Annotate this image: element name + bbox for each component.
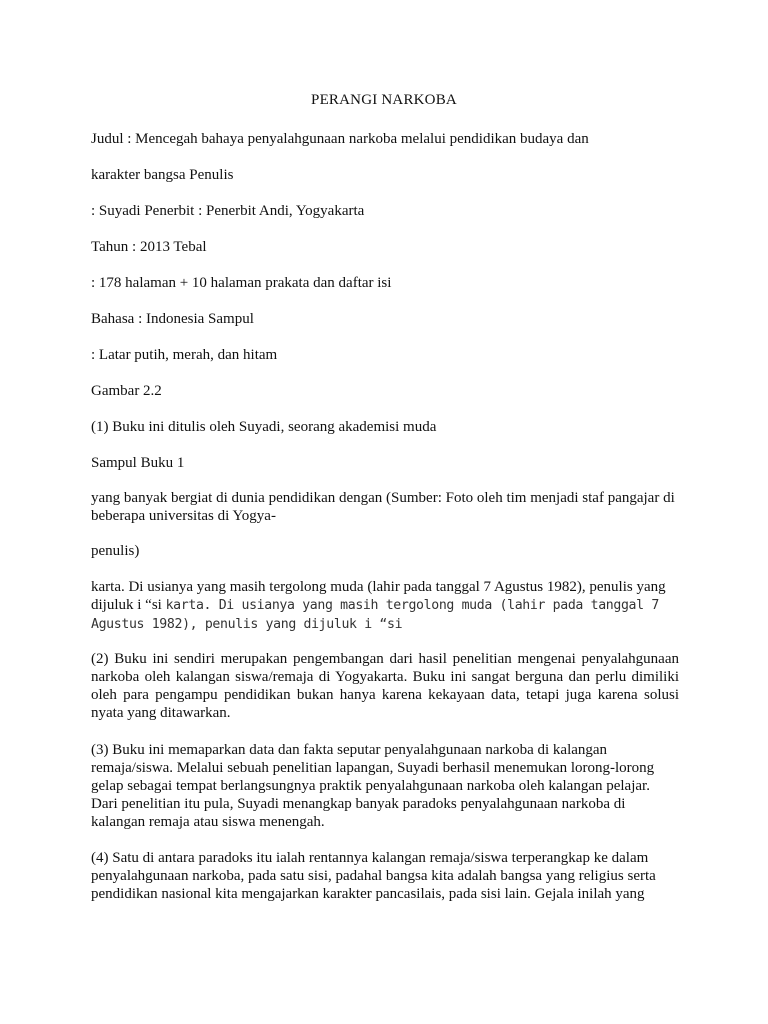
text-line-penulis: penulis) <box>91 543 140 559</box>
document-title: PERANGI NARKOBA <box>311 92 457 108</box>
text-line-penulis-label: karakter bangsa Penulis <box>91 167 234 183</box>
text-line-tahun: Tahun : 2013 Tebal <box>91 239 207 255</box>
text-block-karta <box>91 578 681 634</box>
text-line-tebal: : 178 halaman + 10 halaman prakata dan daftar isi <box>91 275 392 291</box>
karta-text: karta. Di usianya yang masih tergolong muda (lahir pada tanggal 7 Agustus 1982), penulis yang dijuluk i “si <box>91 579 666 613</box>
text-line-judul: Judul : Mencegah bahaya penyalahgunaan narkoba melalui pendidikan budaya dan <box>91 131 589 147</box>
text-line-sampul: : Latar putih, merah, dan hitam <box>91 347 278 363</box>
text-line-sampul-buku: Sampul Buku 1 <box>91 455 185 471</box>
paragraph-4: (4) Satu di antara paradoks itu ialah rentannya kalangan remaja/siswa terperangkap ke dalam penyalahgunaan narkoba, pada satu sisi, padahal bangsa kita adalah bangsa yang religius serta pendidikan nasional kita mengajarkan karakter pancasilais, pada sisi lain. Gejala inilah yang <box>91 850 656 902</box>
text-line-gambar: Gambar 2.2 <box>91 383 162 399</box>
text-line-penerbit: : Suyadi Penerbit : Penerbit Andi, Yogyakarta <box>91 203 365 219</box>
karta-ocr-text: karta. Di usianya yang masih tergolong muda (lahir pada tanggal 7 Agustus 1982), penulis yang dijuluk i “si <box>91 598 659 632</box>
text-block-staf: yang banyak bergiat di dunia pendidikan dengan (Sumber: Foto oleh tim menjadi staf pangajar di beberapa universitas di Yogya- <box>91 490 675 524</box>
text-line-para1: (1) Buku ini ditulis oleh Suyadi, seorang akademisi muda <box>91 419 437 435</box>
paragraph-3: (3) Buku ini memaparkan data dan fakta seputar penyalahgunaan narkoba di kalangan remaja/siswa. Melalui sebuah penelitian lapangan, Suyadi berhasil menemukan lorong-lorong gelap sebagai tempat berlangsungnya praktik penyalahgunaan narkoba oleh kalangan pelajar. Dari penelitian itu pula, Suyadi menangkap banyak paradoks penyalahgunaan narkoba di kalangan remaja atau siswa menengah. <box>91 742 655 830</box>
paragraph-2: (2) Buku ini sendiri merupakan pengembangan dari hasil penelitian mengenai penyalahgunaan narkoba oleh kalangan siswa/remaja di Yogyakarta. Buku ini sangat berguna dan perlu dimiliki oleh para pengampu pendidikan bukan hanya karena kekayaan data, tetapi juga karena solusi nyata yang ditawarkan. <box>91 651 679 721</box>
text-line-bahasa: Bahasa : Indonesia Sampul <box>91 311 254 327</box>
